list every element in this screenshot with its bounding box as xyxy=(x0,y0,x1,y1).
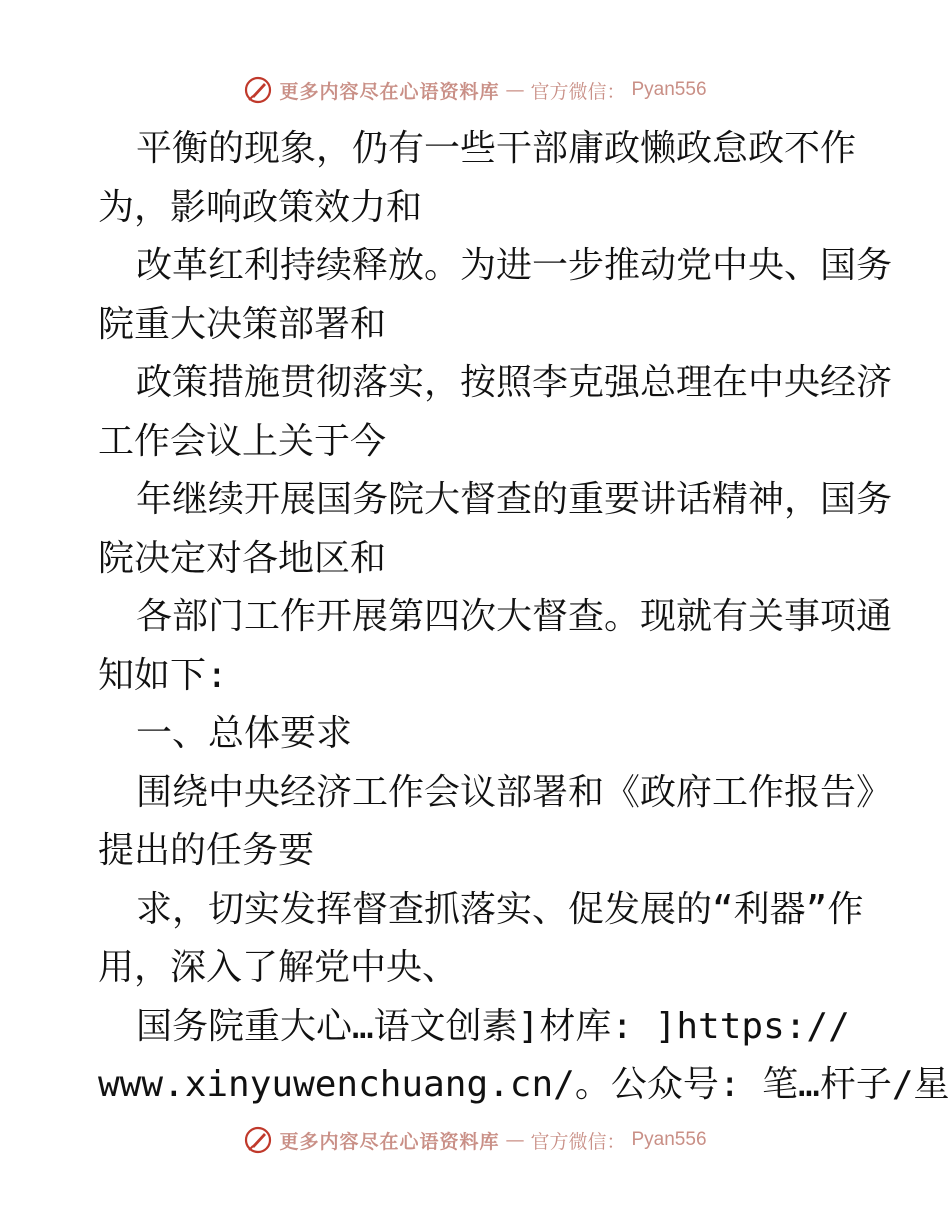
text-line: 用，深入了解党中央、 xyxy=(98,947,459,988)
watermark-dash: — xyxy=(505,79,525,101)
watermark-brand: 更多内容尽在心语资料库 xyxy=(279,80,500,103)
watermark-label: 官方微信： xyxy=(530,1130,626,1153)
text-line: 院重大决策部署和 xyxy=(98,303,387,345)
text-line: 院决定对各地区和 xyxy=(98,537,387,579)
watermark-brand: 更多内容尽在心语资料库 xyxy=(279,1130,500,1153)
text-line: 围绕中央经济工作会议部署和《政府工作报告》 xyxy=(136,771,893,813)
watermark-label: 官方微信： xyxy=(530,80,626,103)
quill-logo-icon xyxy=(243,1125,273,1155)
watermark-dash: — xyxy=(505,1129,525,1151)
text-line: 知如下: xyxy=(98,654,228,696)
watermark-id: Pyan556 xyxy=(631,79,707,100)
text-line: 各部门工作开展第四次大督查。现就有关事项通 xyxy=(136,596,893,637)
watermark-id: Pyan556 xyxy=(631,1129,707,1150)
header-watermark xyxy=(0,70,950,110)
text-line: 为，影响政策效力和 xyxy=(98,186,423,228)
text-line: 工作会议上关于今 xyxy=(98,420,387,462)
section-heading: 一、总体要求 xyxy=(136,713,353,754)
text-line: 平衡的现象，仍有一些干部庸政懒政怠政不作 xyxy=(136,128,857,169)
text-line: www.xinyuwenchuang.cn/。公众号: 笔…杆子/星 xyxy=(98,1064,950,1105)
text-line: 年继续开展国务院大督查的重要讲话精神，国务 xyxy=(136,479,893,520)
text-line: 提出的任务要 xyxy=(98,830,315,871)
text-line: 改革红利持续释放。为进一步推动党中央、国务 xyxy=(136,245,893,286)
text-line: 政策措施贯彻落实，按照李克强总理在中央经济 xyxy=(136,362,893,403)
document-body xyxy=(98,120,950,1115)
text-line: 求，切实发挥督查抓落实、促发展的“利器”作 xyxy=(136,888,864,930)
text-line: 国务院重大心…语文创素]材库: ]https:// xyxy=(136,1005,850,1047)
footer-watermark xyxy=(0,1120,950,1160)
quill-logo-icon xyxy=(243,75,273,105)
